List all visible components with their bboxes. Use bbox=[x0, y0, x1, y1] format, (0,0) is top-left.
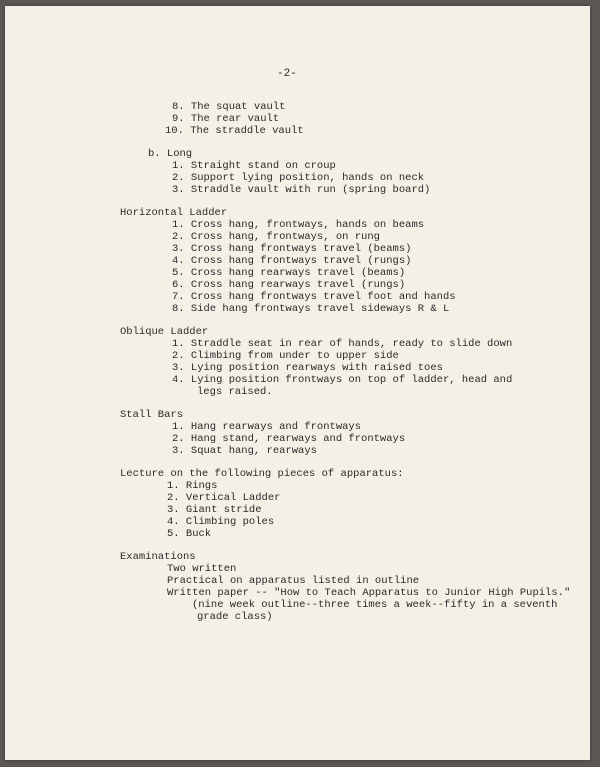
list-item: 5. Cross hang rearways travel (beams) bbox=[172, 267, 406, 279]
list-item: 3. Cross hang frontways travel (beams) bbox=[172, 243, 412, 255]
list-item: 3. Squat hang, rearways bbox=[172, 445, 317, 457]
list-item: 3. Giant stride bbox=[167, 504, 262, 516]
list-item: 9. The rear vault bbox=[172, 113, 280, 125]
list-item-continuation: legs raised. bbox=[197, 386, 273, 398]
section-heading: Lecture on the following pieces of apparatus: bbox=[120, 468, 404, 480]
list-item: 1. Straddle seat in rear of hands, ready to slide down bbox=[172, 338, 513, 350]
list-item: 7. Cross hang frontways travel foot and hands bbox=[172, 291, 456, 303]
section-heading: b. Long bbox=[148, 148, 193, 160]
list-item: 2. Support lying position, hands on neck bbox=[172, 172, 425, 184]
list-item: 2. Vertical Ladder bbox=[167, 492, 281, 504]
section-heading: Oblique Ladder bbox=[120, 326, 209, 338]
list-item: 8. The squat vault bbox=[172, 101, 286, 113]
list-item: 3. Lying position rearways with raised toes bbox=[172, 362, 443, 374]
list-item: 5. Buck bbox=[167, 528, 212, 540]
section-heading: Horizontal Ladder bbox=[120, 207, 228, 219]
page-number: -2- bbox=[277, 68, 297, 80]
list-item: 4. Cross hang frontways travel (rungs) bbox=[172, 255, 412, 267]
exam-line: Practical on apparatus listed in outline bbox=[167, 575, 420, 587]
list-item: 2. Climbing from under to upper side bbox=[172, 350, 399, 362]
section-heading: Examinations bbox=[120, 551, 196, 563]
list-item: 1. Straight stand on croup bbox=[172, 160, 336, 172]
list-item: 3. Straddle vault with run (spring board) bbox=[172, 184, 431, 196]
list-item: 2. Hang stand, rearways and frontways bbox=[172, 433, 406, 445]
list-item: 4. Climbing poles bbox=[167, 516, 275, 528]
typed-text bbox=[5, 6, 590, 760]
list-item: 2. Cross hang, frontways, on rung bbox=[172, 231, 380, 243]
list-item: 10. The straddle vault bbox=[165, 125, 304, 137]
list-item: 1. Cross hang, frontways, hands on beams bbox=[172, 219, 425, 231]
list-item: 4. Lying position frontways on top of ladder, head and bbox=[172, 374, 513, 386]
document-page bbox=[5, 6, 590, 760]
list-item: 8. Side hang frontways travel sideways R & L bbox=[172, 303, 450, 315]
list-item: 1. Rings bbox=[167, 480, 218, 492]
section-heading: Stall Bars bbox=[120, 409, 184, 421]
list-item: 1. Hang rearways and frontways bbox=[172, 421, 362, 433]
exam-line: Written paper -- "How to Teach Apparatus to Junior High Pupils." bbox=[167, 587, 571, 599]
exam-line: Two written bbox=[167, 563, 237, 575]
exam-note: grade class) bbox=[197, 611, 273, 623]
exam-note: (nine week outline--three times a week--fifty in a seventh bbox=[192, 599, 558, 611]
list-item: 6. Cross hang rearways travel (rungs) bbox=[172, 279, 406, 291]
